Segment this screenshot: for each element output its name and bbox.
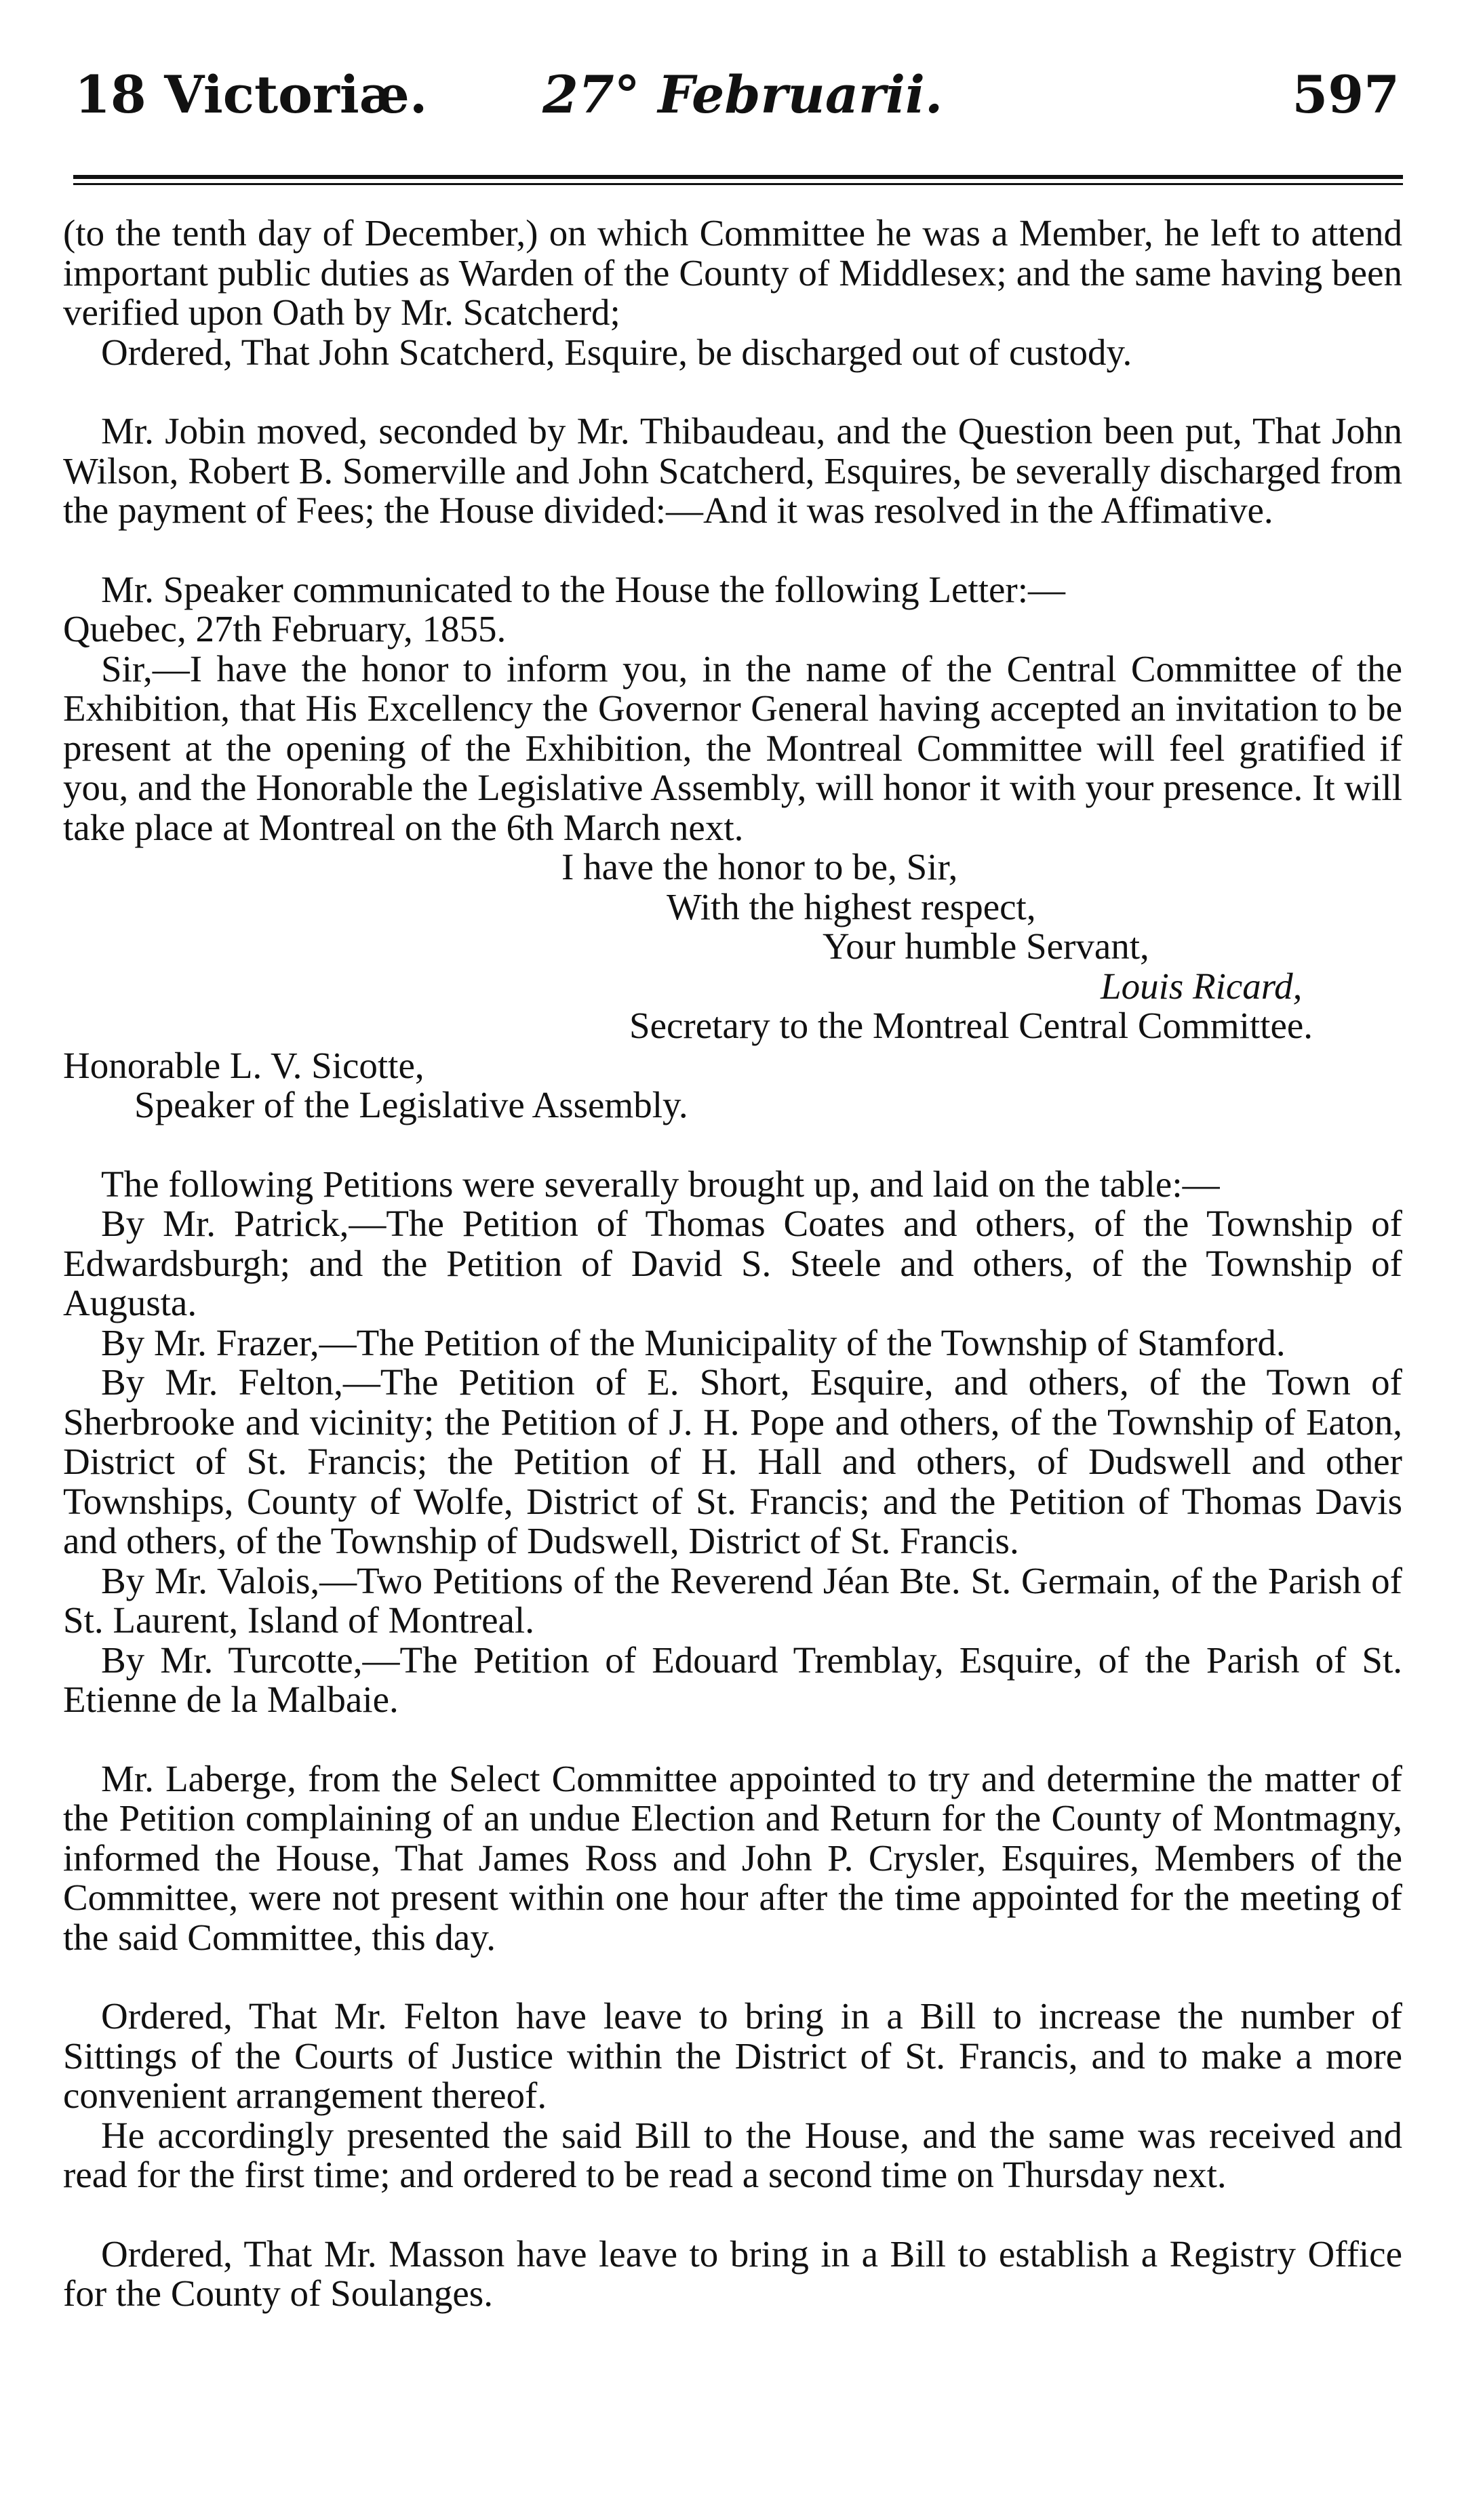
letter-closing: Your humble Servant, bbox=[823, 925, 1149, 967]
header-rule-thick bbox=[73, 175, 1403, 179]
header-date: 27° Februarii. bbox=[542, 64, 943, 125]
letter-addressee: Speaker of the Legislative Assembly. bbox=[134, 1084, 688, 1125]
paragraph: The following Petitions were severally brought up, and laid on the table:— bbox=[101, 1163, 1220, 1205]
paragraph: Mr. Jobin moved, seconded by Mr. Thibaudeau, and the Question been put, That John Wilson, Robert B. Somerville and John Scatcherd, Esquires, be severally discharged from the payment of Fees; the House divided:—And it was resolved in the Affimative. bbox=[63, 410, 1402, 531]
header-rule-thin bbox=[73, 183, 1403, 185]
letter-signature: Louis Ricard, bbox=[1101, 965, 1303, 1007]
petition-entry: By Mr. Valois,—Two Petitions of the Reverend Jéan Bte. St. Germain, of the Parish of St. Laurent, Island of Montreal. bbox=[63, 1559, 1402, 1641]
letter-closing: I have the honor to be, Sir, bbox=[561, 846, 958, 887]
petition-entry: By Mr. Patrick,—The Petition of Thomas Coates and others, of the Township of Edwardsburgh; and the Petition of David S. Steele and others, of the Township of Augusta. bbox=[63, 1203, 1402, 1323]
letter-body: Sir,—I have the honor to inform you, in the name of the Central Committee of the Exhibition, that His Excellency the Governor General having accepted an invitation to be present at the opening of the Exhibition, the Montreal Committee will feel gratified if you, and the Honorable the Legislative Assembly, will honor it with your presence. It will take place at Montreal on the 6th March next. bbox=[63, 647, 1402, 848]
letter-signature-title: Secretary to the Montreal Central Committee. bbox=[629, 1005, 1313, 1046]
paragraph: Ordered, That John Scatcherd, Esquire, be discharged out of custody. bbox=[101, 331, 1132, 373]
petition-entry: By Mr. Frazer,—The Petition of the Municipality of the Township of Stamford. bbox=[101, 1321, 1286, 1363]
running-header bbox=[75, 64, 1400, 139]
paragraph: Ordered, That Mr. Masson have leave to bring in a Bill to establish a Registry Office for the County of Soulanges. bbox=[63, 2233, 1402, 2314]
journal-body bbox=[63, 214, 1402, 2314]
letter-addressee: Honorable L. V. Sicotte, bbox=[63, 1044, 424, 1086]
paragraph: Mr. Speaker communicated to the House the following Letter:— bbox=[101, 568, 1065, 610]
letter-dateline: Quebec, 27th February, 1855. bbox=[63, 608, 507, 649]
paragraph: Ordered, That Mr. Felton have leave to bring in a Bill to increase the number of Sittings of the Courts of Justice within the District of St. Francis, and to make a more convenient arrangement thereof. bbox=[63, 1995, 1402, 2116]
page-number: 597 bbox=[1292, 64, 1400, 125]
header-session: 18 Victoriæ. bbox=[75, 64, 428, 125]
petition-entry: By Mr. Felton,—The Petition of E. Short, Esquire, and others, of the Town of Sherbrooke and vicinity; the Petition of J. H. Pope and others, of the Township of Eaton, District of St. Francis; the Petition of H. Hall and others, of Dudswell and other Townships, County of Wolfe, District of St. Francis; and the Petition of Thomas Davis and others, of the Township of Dudswell, District of St. Francis. bbox=[63, 1361, 1402, 1561]
letter-closing: With the highest respect, bbox=[667, 885, 1036, 927]
paragraph: Mr. Laberge, from the Select Committee appointed to try and determine the matter of the Petition complaining of an undue Election and Return for the County of Montmagny, informed the House, That James Ross and John P. Crysler, Esquires, Members of the Committee, were not present within one hour after the time appointed for the meeting of the said Committee, this day. bbox=[63, 1757, 1402, 1958]
paragraph: He accordingly presented the said Bill to the House, and the same was received and read for the first time; and ordered to be read a second time on Thursday next. bbox=[63, 2114, 1402, 2195]
paragraph: (to the tenth day of December,) on which Committee he was a Member, he left to attend important public duties as Warden of the County of Middlesex; and the same having been verified upon Oath by Mr. Scatcherd; bbox=[63, 212, 1402, 333]
petition-entry: By Mr. Turcotte,—The Petition of Edouard Tremblay, Esquire, of the Parish of St. Etienne de la Malbaie. bbox=[63, 1639, 1402, 1720]
